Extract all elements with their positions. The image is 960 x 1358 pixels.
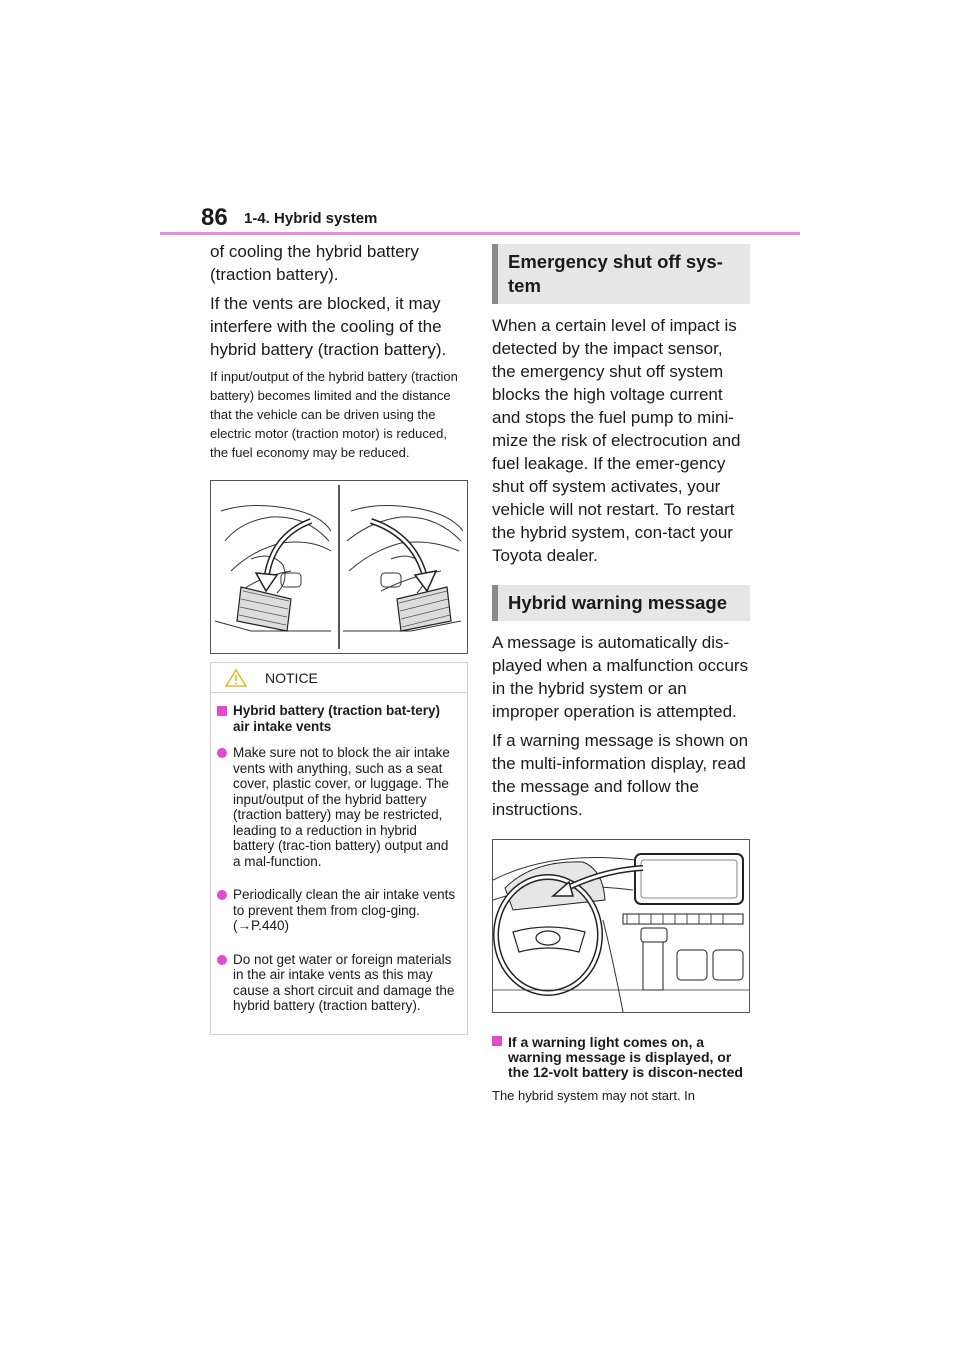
- notice-section-title: Hybrid battery (traction bat-tery) air intake vents: [233, 703, 441, 734]
- heading-emergency-shut-off: Emergency shut off sys-tem: [492, 244, 750, 304]
- seat-vent-drawing: [211, 481, 467, 653]
- notice-bullet: [211, 883, 467, 940]
- notice-section-heading: [211, 693, 467, 735]
- right-paragraph-4: The hybrid system may not start. In: [492, 1088, 696, 1103]
- dashboard-drawing: [493, 840, 749, 1012]
- left-paragraph-1: of cooling the hybrid battery (traction battery).: [210, 242, 419, 284]
- right-paragraph-3: If a warning message is shown on the multi-information display, read the message and follow the instructions.: [492, 731, 749, 819]
- notice-bullet-text: Do not get water or foreign materials in the air intake vents as this may cause a short circuit and damage the hybrid battery (traction battery).: [233, 951, 455, 1013]
- notice-bullet-text: Make sure not to block the air intake vents with anything, such as a seat cover, plastic cover, or luggage. The input/output of the hybrid battery (traction battery) may be restricted, leading to a reduction in hybrid battery (trac-tion battery) output and a mal-function.: [233, 745, 450, 869]
- round-bullet-icon: [217, 890, 227, 900]
- right-column: [492, 240, 750, 1105]
- notice-header: [211, 663, 467, 693]
- left-paragraph-2: If the vents are blocked, it may interfere with the cooling of the hybrid battery (traction battery).: [210, 294, 447, 359]
- seat-vent-illustration: [210, 480, 468, 654]
- section-title: 1-4. Hybrid system: [244, 210, 378, 227]
- notice-bullet: [211, 948, 467, 1020]
- warning-triangle-icon: [225, 669, 247, 687]
- page-number: 86: [201, 204, 228, 231]
- subheading-warning-light: [492, 1035, 750, 1080]
- round-bullet-icon: [217, 955, 227, 965]
- notice-bullet: [211, 741, 467, 875]
- notice-bullet-text: Periodically clean the air intake vents to prevent them from clog-ging. (→P.440): [233, 887, 456, 933]
- notice-box: [210, 662, 468, 1035]
- round-bullet-icon: [217, 748, 227, 758]
- notice-title: NOTICE: [265, 669, 318, 686]
- square-bullet-icon: [217, 706, 227, 716]
- header-rule: [160, 232, 800, 235]
- dashboard-illustration: [492, 839, 750, 1013]
- square-bullet-icon: [492, 1036, 502, 1046]
- left-column: [210, 240, 468, 1035]
- right-paragraph-1: When a certain level of impact is detected by the impact sensor, the emergency shut off system blocks the high voltage current and stops the fuel pump to mini-mize the risk of electrocution and fuel leakage. If the emer-gency shut off system activates, your vehicle will not restart. To restart the hybrid system, con-tact your Toyota dealer.: [492, 316, 741, 565]
- right-paragraph-2: A message is automatically dis-played when a malfunction occurs in the hybrid system or an improper operation is attempted.: [492, 633, 749, 721]
- heading-hybrid-warning-message: Hybrid warning message: [492, 585, 750, 621]
- left-paragraph-3: If input/output of the hybrid battery (traction battery) becomes limited and the distance that the vehicle can be driven using the electric motor (traction motor) is reduced, the fuel economy may be reduced.: [210, 369, 458, 460]
- subheading-text: If a warning light comes on, a warning message is displayed, or the 12-volt battery is discon-nected: [508, 1034, 743, 1080]
